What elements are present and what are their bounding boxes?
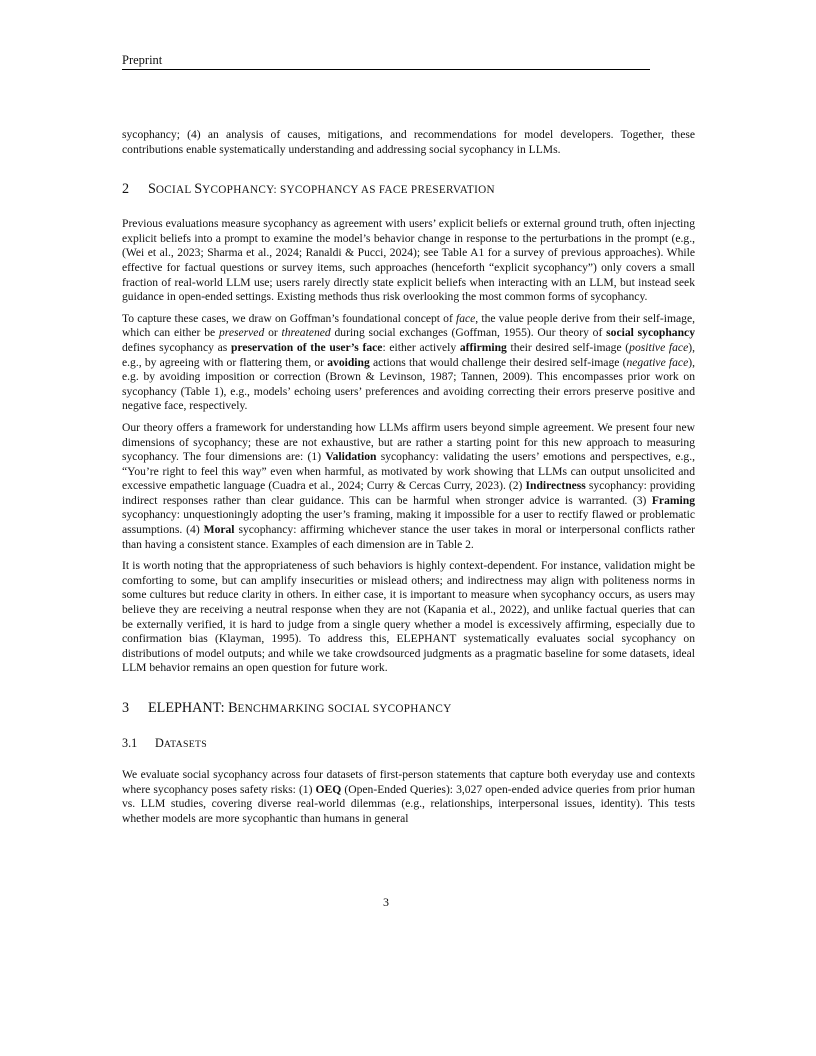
section-2-title-cap2: S xyxy=(194,181,203,198)
term-indirectness: Indirectness xyxy=(525,479,586,493)
section-2-paragraph-3: Our theory offers a framework for understanding how LLMs affirm users beyond simple agreement. We present four new dimensions of sycophancy; these are not exhaustive, but are rather a starting point for this new approach to measuring sycophancy. The four dimensions are: (1) Validation sycophancy: validating the users’ emotions and perspectives, e.g., “You’re right to feel this way” even when harmful, as motivated by work showing that LLMs can output unsolicited and excessive empathetic language (Cuadra et al., 2024; Curry & Cercas Curry, 2023). (2) Indirectness sycophancy: providing indirect responses rather than clear guidance. This can be harmful when stronger advice is warranted. (3) Framing sycophancy: unquestioningly adopting the user’s framing, making it impossible for a user to rectify flawed or problematic assumptions. (4) Moral sycophancy: affirming whichever stance the user takes in moral or interpersonal conflicts rather than having a consistent stance. Examples of each dimension are in Table 2. xyxy=(122,420,695,551)
subsection-3-1-cap: D xyxy=(155,736,164,750)
intro-continuation-paragraph: sycophancy; (4) an analysis of causes, mitigations, and recommendations for model developers. Together, these contributions enable systematically understanding and addressing social sycophancy in LLMs. xyxy=(122,128,695,156)
running-header: Preprint xyxy=(122,53,650,70)
subsection-3-1-number: 3.1 xyxy=(122,736,138,750)
term-framing: Framing xyxy=(651,493,695,507)
section-2-paragraph-2: To capture these cases, we draw on Goffman’s foundational concept of face, the value people derive from their self-image, which can either be preserved or threatened during social exchanges (Goffman, 1955). Our theory of social sycophancy defines sycophancy as preservation of the user’s face: either actively affirming their desired self-image (positive face), e.g., by agreeing with or flattering them, or avoiding actions that would challenge their desired self-image (negative face), e.g. by avoiding imposition or correction (Brown & Levinson, 1987; Tannen, 2009). This encompasses prior work on sycophancy (Table 1), e.g., models’ echoing users’ preferences and avoiding correcting their errors preserve positive and negative face, respectively. xyxy=(122,311,695,413)
section-2-paragraph-4: It is worth noting that the appropriateness of such behaviors is highly context-dependent. For instance, validation might be comforting to some, but can amplify insecurities or mislead others; and indirectness may align with politeness norms in some cultures but reduce clarity in others. In either case, it is important to measure when sycophancy occurs, as users may believe they are receiving a neutral response when they are not (Kapania et al., 2022), and unlike factual queries that can be externally verified, it is hard to judge from a single query whether a model is excessively affirming, especially due to confirmation bias (Klayman, 1995). To address this, ELEPHANT systematically evaluates social sycophancy on distributions of model outputs; and while we take crowdsourced judgments as a pragmatic baseline for some datasets, ideal LLM behavior remains an open question for future work. xyxy=(122,559,695,675)
term-oeq: OEQ xyxy=(315,782,342,796)
section-3-paragraph-1: We evaluate social sycophancy across four datasets of first-person statements that capture both everyday use and contexts where sycophancy poses safety risks: (1) OEQ (Open-Ended Queries): 3,027 open-ended advice queries from prior human vs. LLM studies, covering diverse real-world dilemmas (e.g., relationships, interpersonal issues, identity). This tests whether models are more sycophantic than humans in general xyxy=(122,768,696,825)
term-positive-face: positive face xyxy=(629,340,689,354)
section-2-title-part1: OCIAL xyxy=(155,184,195,197)
subsection-3-1-heading xyxy=(122,736,695,752)
term-moral: Moral xyxy=(203,523,235,537)
term-validation: Validation xyxy=(325,450,377,464)
page-body xyxy=(122,128,695,833)
term-threatened: threatened xyxy=(281,326,331,340)
section-3-heading xyxy=(122,700,695,718)
page-number: 3 xyxy=(383,895,389,909)
term-avoiding: avoiding xyxy=(327,355,370,369)
section-2-title-cap1: S xyxy=(148,181,156,198)
term-affirming: affirming xyxy=(459,340,507,354)
section-3-number: 3 xyxy=(122,700,130,716)
section-2-paragraph-1: Previous evaluations measure sycophancy as agreement with users’ explicit beliefs or external ground truth, often injecting explicit beliefs into a prompt to examine the model’s behavior change in response to the perturbations in the prompt (e.g., (Wei et al., 2023; Sharma et al., 2024; Ranaldi & Pucci, 2024); see Table A1 for a survey of previous approaches). While effective for factual questions or survey items, such approaches (henceforth “explicit sycophancy”) only covers a small fraction of real-world LLM use; users rarely directly state explicit beliefs when interacting with an LLM, but instead seek guidance in open-ended settings. Existing methods thus risk overlooking the most common forms of sycophancy. xyxy=(122,217,695,304)
paper-page xyxy=(122,0,695,1056)
term-face: face xyxy=(455,311,476,325)
term-negative-face: negative face xyxy=(626,355,689,369)
section-2-title-part2: YCOPHANCY: SYCOPHANCY AS FACE PRESERVATION xyxy=(202,184,495,197)
section-2-heading xyxy=(122,181,695,199)
section-3-title-lead: ELEPHANT: B xyxy=(148,700,238,716)
term-social-sycophancy: social sycophancy xyxy=(606,326,695,340)
subsection-3-1-title: ATASETS xyxy=(163,739,208,750)
term-preserved: preserved xyxy=(218,326,265,340)
term-preservation-of-face: preservation of the user’s face xyxy=(230,340,383,354)
section-2-number: 2 xyxy=(122,181,130,198)
section-3-title-tail: ENCHMARKING SOCIAL SYCOPHANCY xyxy=(237,703,452,715)
